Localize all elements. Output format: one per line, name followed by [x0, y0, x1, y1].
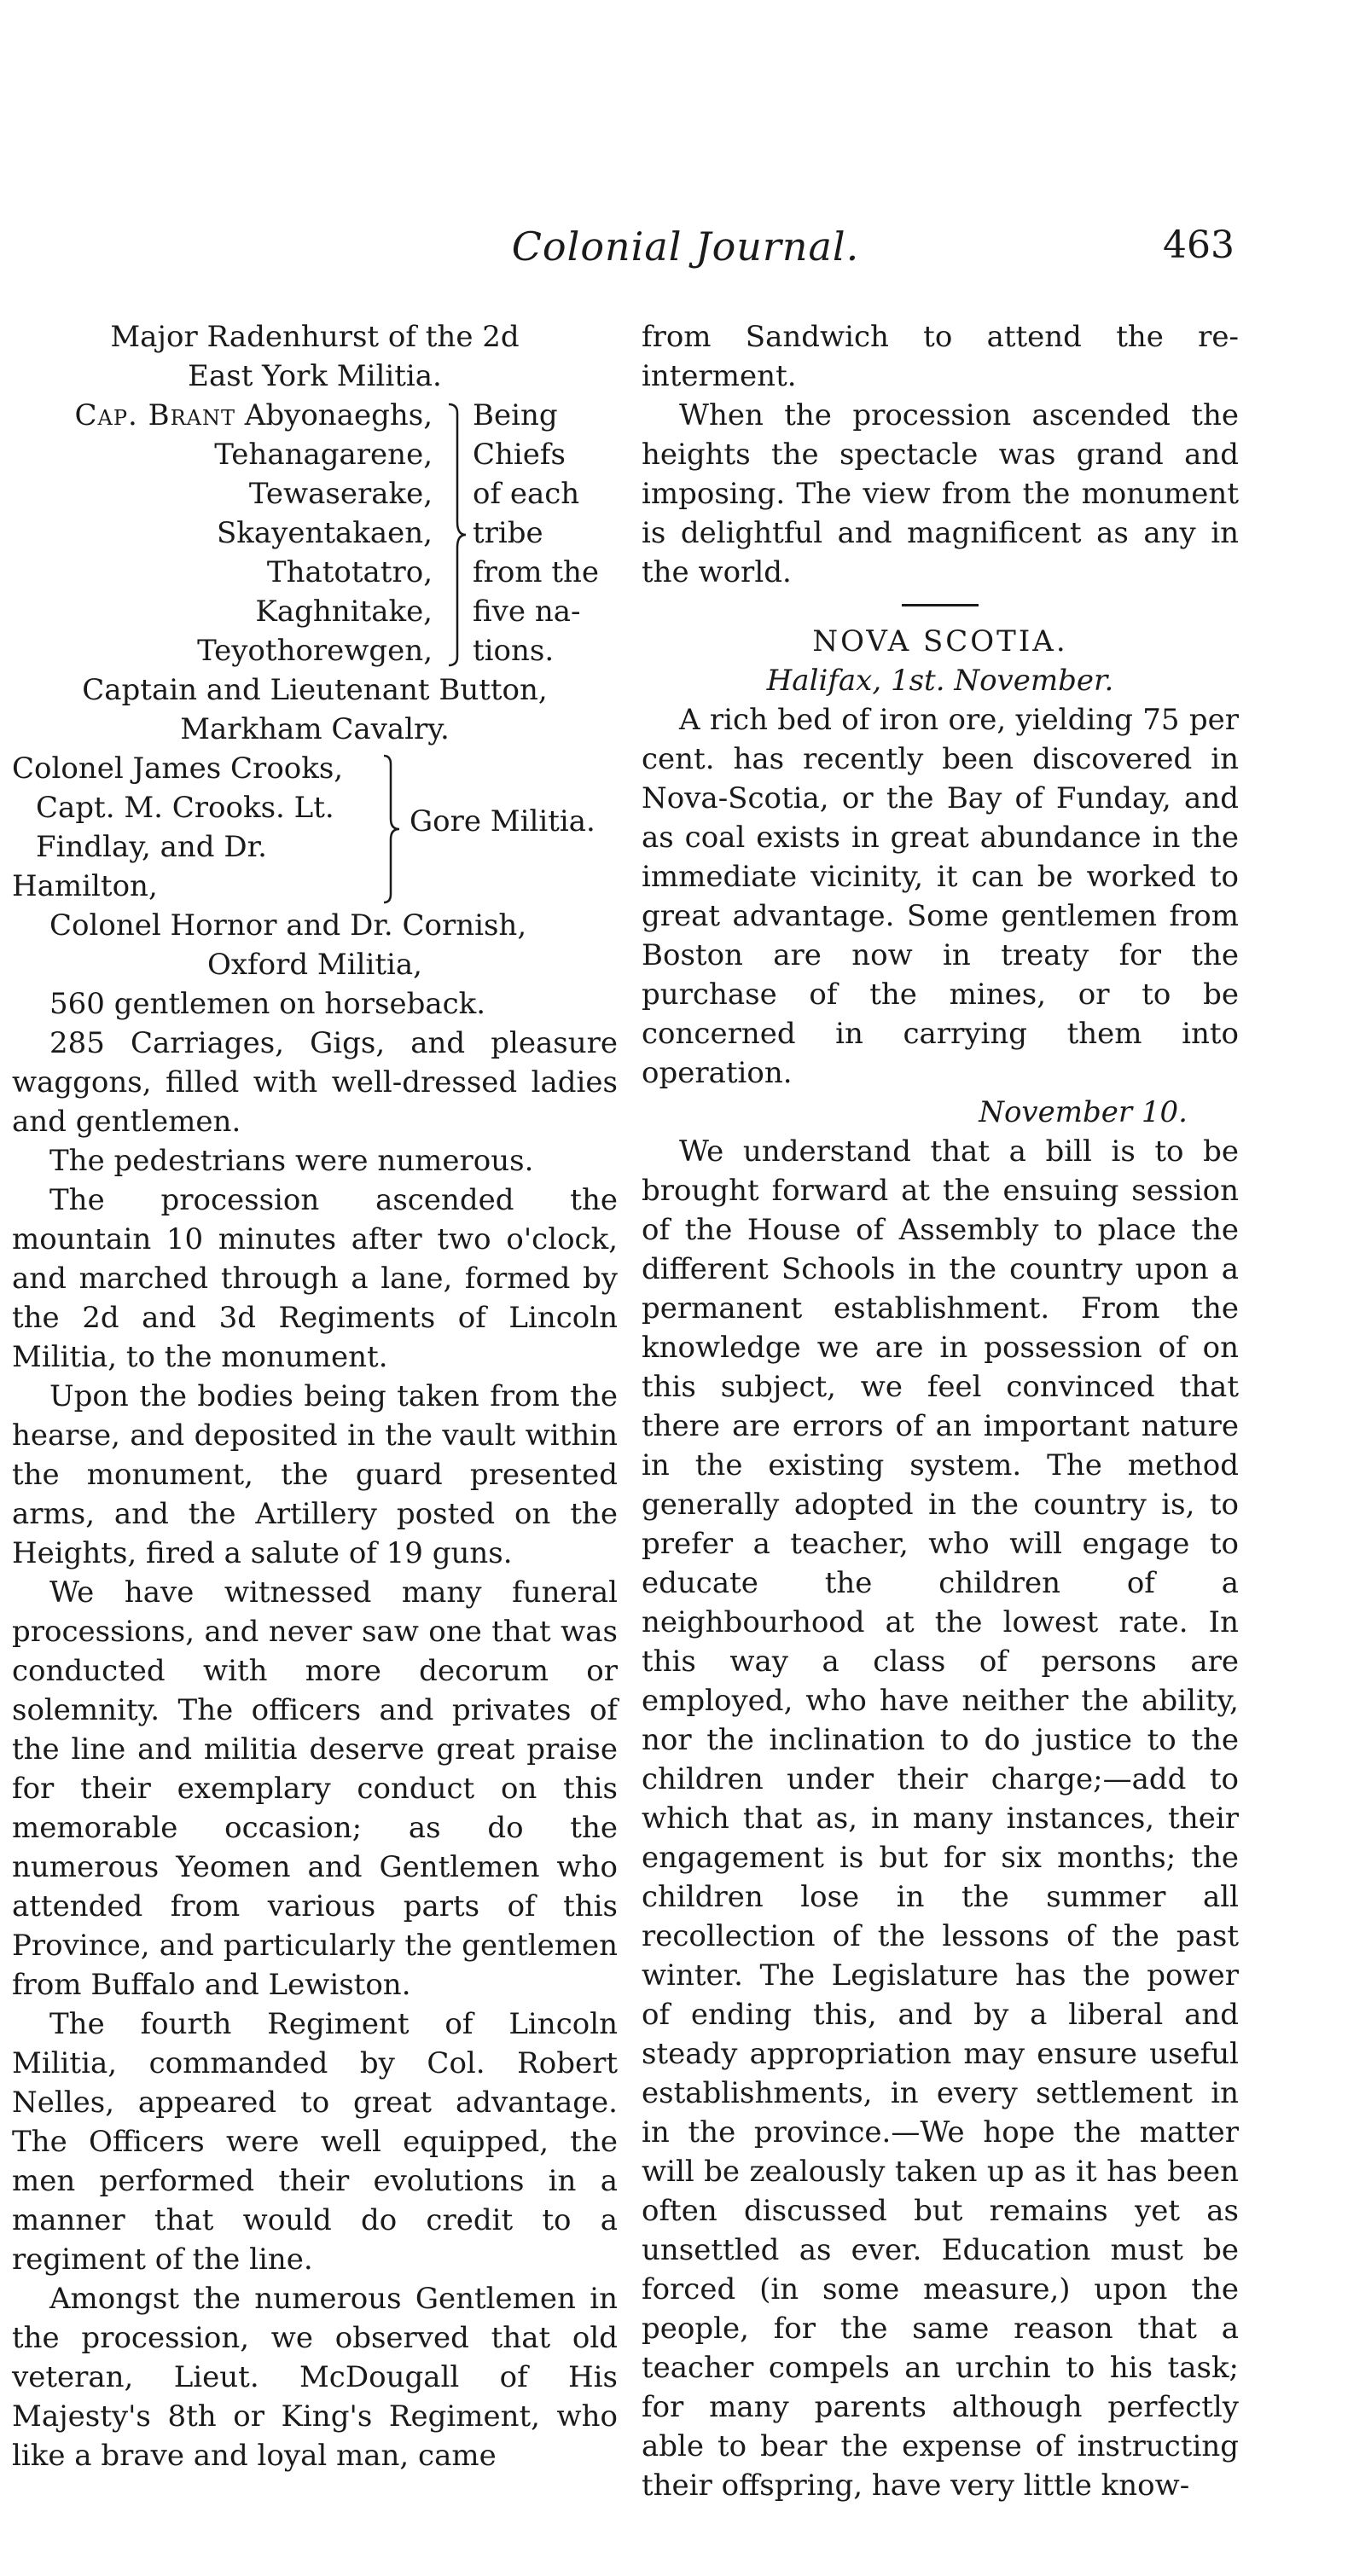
chief-line: [12, 396, 443, 435]
gore-brace-icon: [381, 754, 401, 904]
chief-name: Kaghnitake,: [255, 595, 433, 629]
horseback-line: 560 gentlemen on horseback.: [49, 987, 486, 1021]
gore-name: Hamilton,: [12, 869, 158, 903]
gore-name: Colonel James Crooks,: [12, 751, 344, 786]
running-head: Colonial Journal.: [511, 223, 860, 270]
hornor-line-2: Oxford Militia,: [207, 948, 422, 982]
dateline: Halifax, 1st. November.: [766, 664, 1114, 698]
chief-name: Abyonaeghs,: [244, 398, 433, 432]
button-line-1: Captain and Lieutenant Button,: [82, 673, 548, 707]
chief-lead: Cap. Brant: [74, 398, 235, 432]
procession-line-1: Major Radenhurst of the 2d: [110, 320, 520, 354]
paragraph-procession: The procession ascended the mountain 10 minutes after two o'clock, and marched through a lane, formed by the 2d and 3d Regiments of Lincoln Militia, to the monument.: [12, 1183, 618, 1374]
chiefs-desc-line: of each: [473, 477, 580, 511]
paragraph-carriages: 285 Carriages, Gigs, and pleasure waggons, filled with well-dressed ladies and gentlemen.: [12, 1026, 618, 1139]
chiefs-desc-line: Being: [473, 398, 558, 432]
left-column: [12, 317, 618, 2475]
chiefs-desc-line: tribe: [473, 516, 543, 550]
gore-name: Capt. M. Crooks. Lt.: [36, 791, 334, 825]
section-title: NOVA SCOTIA.: [812, 624, 1068, 659]
button-line-2: Markham Cavalry.: [180, 712, 450, 746]
chiefs-desc-line: from the: [473, 555, 600, 589]
paragraph-pedestrians: The pedestrians were numerous.: [49, 1144, 534, 1178]
gore-names: [12, 749, 379, 906]
chiefs-group: [12, 396, 618, 670]
paragraph-iron-ore: A rich bed of iron ore, yielding 75 per cent. has recently been discovered in Nova-Scotia, or the Bay of Funday, and as coal exists in great abundance in the immediate vicinity, it can be worked to great advantage. Some gentlemen from Boston are now in treaty for the purchase of the mines, or to be concerned in carrying them into operation.: [642, 703, 1239, 1090]
gore-group: [12, 749, 618, 906]
chief-name: Thatotatro,: [266, 555, 433, 589]
paragraph-bodies: Upon the bodies being taken from the hearse, and deposited in the vault within the monument, the guard presented arms, and the Artillery posted on the Heights, fired a salute of 19 guns.: [12, 1379, 618, 1570]
hornor-line-1: Colonel Hornor and Dr. Cornish,: [49, 908, 527, 943]
dateline-november: November 10.: [979, 1095, 1188, 1129]
chief-name: Tehanagarene,: [214, 438, 433, 472]
gore-name: Findlay, and Dr.: [36, 830, 267, 864]
chiefs-brace-icon: [445, 403, 468, 667]
chief-name: Tewaserake,: [248, 477, 433, 511]
paragraph-sandwich: from Sandwich to attend the re-interment.: [642, 320, 1239, 393]
gore-label: Gore Militia.: [410, 804, 595, 838]
chiefs-desc-line: tions.: [473, 634, 555, 668]
procession-line-2: East York Militia.: [188, 359, 442, 393]
chiefs-names: [12, 396, 443, 670]
paragraph-witnessed: We have witnessed many funeral processions, and never saw one that was conducted with more decorum or solemnity. The officers and privates of the line and militia deserve great praise for their exemplary conduct on this memorable occasion; as do the numerous Yeomen and Gentlemen who attended from various parts of this Province, and particularly the gentlemen from Buffalo and Lewiston.: [12, 1575, 618, 2002]
paragraph-amongst: Amongst the numerous Gentlemen in the procession, we observed that old veteran, Lieut. McDougall of His Majesty's 8th or King's Regiment, who like a brave and loyal man, came: [12, 2282, 618, 2473]
chiefs-desc-line: five na-: [473, 595, 581, 629]
right-column: [642, 317, 1239, 2505]
chiefs-desc-line: Chiefs: [473, 438, 566, 472]
chiefs-description: [473, 396, 618, 670]
chief-name: Skayentakaen,: [216, 516, 433, 550]
paragraph-schools: We understand that a bill is to be brought forward at the ensuing session of the House of Assembly to place the different Schools in the country upon a permanent establishment. From the knowledge we are in possession of on this subject, we feel convinced that there are errors of an important nature in the existing system. The method generally adopted in the country is, to prefer a teacher, who will engage to educate the children of a neighbourhood at the lowest rate. In this way a class of persons are employed, who have neither the ability, nor the inclination to do justice to the children under their charge;—add to which that as, in many instances, their engagement is but for six months; the children lose in the summer all recollection of the lessons of the past winter. The Legislature has the power of ending this, and by a liberal and steady appropriation may ensure useful establishments, in every settlement in in the province.—We hope the matter will be zealously taken up as it has been often discussed but remains yet as unsettled as ever. Education must be forced (in some measure,) upon the people, for the same reason that a teacher compels an urchin to his task; for many parents although perfectly able to bear the expense of instructing their offspring, have very little know-: [642, 1134, 1239, 2503]
paragraph-fourth-regiment: The fourth Regiment of Lincoln Militia, commanded by Col. Robert Nelles, appeared to great advantage. The Officers were well equipped, the men performed their evolutions in a manner that would do credit to a regiment of the line.: [12, 2007, 618, 2277]
chief-name: Teyothorewgen,: [197, 634, 433, 668]
page-number: 463: [1163, 223, 1234, 267]
section-divider: [902, 604, 979, 606]
paragraph-ascended: When the procession ascended the heights the spectacle was grand and imposing. The view from the monument is delightful and magnificent as any in the world.: [642, 398, 1239, 589]
